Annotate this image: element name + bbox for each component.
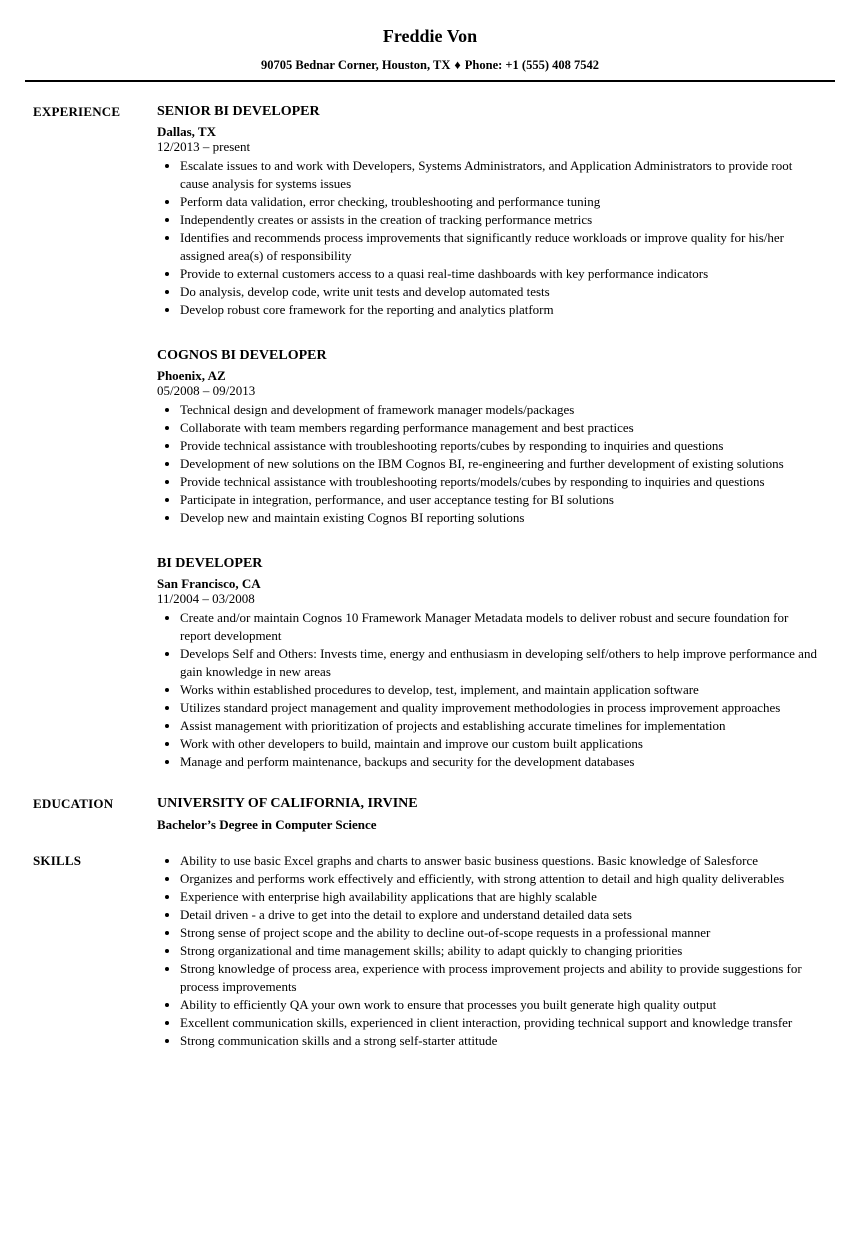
bullet-item: • Strong communication skills and a strong self-starter attitude: [180, 1032, 820, 1050]
job-location: Dallas, TX: [157, 124, 216, 139]
section-skills: [33, 852, 820, 1050]
education-label: EDUCATION: [33, 796, 114, 811]
bullet-item: • Development of new solutions on the IBM Cognos BI, re-engineering and further development of existing solutions: [180, 455, 820, 473]
job-dates: 05/2008 – 09/2013: [157, 383, 256, 398]
bullet-item: • Develop new and maintain existing Cognos BI reporting solutions: [180, 509, 820, 527]
degree-name: Bachelor’s Degree in Computer Science: [157, 817, 377, 832]
bullet-item: • Create and/or maintain Cognos 10 Framework Manager Metadata models to deliver robust and secure foundation for report development: [180, 609, 820, 645]
experience-label: EXPERIENCE: [33, 104, 121, 119]
resume-body: [0, 82, 860, 1050]
bullet-item: • Utilizes standard project management and quality improvement methodologies in process improvement approaches: [180, 699, 820, 717]
bullet-item: • Organizes and performs work effectively and efficiently, with strong attention to detail and high quality deliverables: [180, 870, 820, 888]
bullet-item: • Provide to external customers access to a quasi real-time dashboards with key performance indicators: [180, 265, 820, 283]
job-dates: 11/2004 – 03/2008: [157, 591, 255, 606]
resume-header: [0, 0, 860, 73]
job-title: BI DEVELOPER: [157, 556, 263, 571]
bullet-item: • Develop robust core framework for the reporting and analytics platform: [180, 301, 820, 319]
bullet-item: • Develops Self and Others: Invests time, energy and enthusiasm in developing self/others to help improve performance and gain knowledge in new areas: [180, 645, 820, 681]
bullet-item: • Independently creates or assists in the creation of tracking performance metrics: [180, 211, 820, 229]
section-education: [33, 795, 820, 832]
bullet-item: • Do analysis, develop code, write unit tests and develop automated tests: [180, 283, 820, 301]
bullet-item: • Detail driven - a drive to get into the detail to explore and understand detailed data sets: [180, 906, 820, 924]
diamond-separator-icon: ♦: [454, 58, 461, 72]
section-experience: [33, 103, 820, 771]
job-bullet-list: [157, 609, 820, 771]
job-title: SENIOR BI DEVELOPER: [157, 104, 320, 119]
bullet-item: • Ability to efficiently QA your own work to ensure that processes you built generate high quality output: [180, 996, 820, 1014]
skills-label: SKILLS: [33, 853, 82, 868]
bullet-item: • Technical design and development of framework manager models/packages: [180, 401, 820, 419]
skills-bullet-list: [157, 852, 820, 1050]
bullet-item: • Perform data validation, error checking, troubleshooting and performance tuning: [180, 193, 820, 211]
job-title: COGNOS BI DEVELOPER: [157, 348, 327, 363]
job-bullet-list: [157, 401, 820, 527]
bullet-item: • Strong knowledge of process area, experience with process improvement projects and ability to provide suggestions for process improvements: [180, 960, 820, 996]
bullet-item: • Escalate issues to and work with Developers, Systems Administrators, and Application Administrators to provide root cause analysis for systems issues: [180, 157, 820, 193]
job-bullet-list: [157, 157, 820, 319]
experience-content: [157, 103, 820, 771]
education-content: [157, 795, 820, 832]
bullet-item: • Work with other developers to build, maintain and improve our custom built applications: [180, 735, 820, 753]
job-entry-cognos-bi-developer: [157, 347, 820, 527]
bullet-item: • Experience with enterprise high availability applications that are highly scalable: [180, 888, 820, 906]
job-location: San Francisco, CA: [157, 576, 261, 591]
bullet-item: • Participate in integration, performance, and user acceptance testing for BI solutions: [180, 491, 820, 509]
skills-content: [157, 852, 820, 1050]
bullet-item: • Strong organizational and time management skills; ability to adapt quickly to changing priorities: [180, 942, 820, 960]
job-entry-senior-bi-developer: [157, 103, 820, 319]
job-dates: 12/2013 – present: [157, 139, 251, 154]
job-location: Phoenix, AZ: [157, 368, 226, 383]
bullet-item: • Provide technical assistance with troubleshooting reports/models/cubes by responding to inquiries and questions: [180, 473, 820, 491]
bullet-item: • Provide technical assistance with troubleshooting reports/cubes by responding to inquiries and questions: [180, 437, 820, 455]
contact-line: [0, 58, 860, 73]
bullet-item: • Manage and perform maintenance, backups and security for the development databases: [180, 753, 820, 771]
person-name: Freddie Von: [382, 26, 478, 46]
bullet-item: • Excellent communication skills, experienced in client interaction, providing technical support and knowledge transfer: [180, 1014, 820, 1032]
bullet-item: • Ability to use basic Excel graphs and charts to answer basic business questions. Basic knowledge of Salesforce: [180, 852, 820, 870]
bullet-item: • Collaborate with team members regarding performance management and best practices: [180, 419, 820, 437]
contact-address: 90705 Bednar Corner, Houston, TX: [261, 58, 451, 72]
bullet-item: • Works within established procedures to develop, test, implement, and maintain application software: [180, 681, 820, 699]
job-entry-bi-developer: [157, 555, 820, 771]
bullet-item: • Identifies and recommends process improvements that significantly reduce workloads or improve quality for his/her assigned area(s) of responsibility: [180, 229, 820, 265]
school-name: UNIVERSITY OF CALIFORNIA, IRVINE: [157, 796, 418, 811]
contact-phone: Phone: +1 (555) 408 7542: [464, 58, 599, 72]
bullet-item: • Strong sense of project scope and the ability to decline out-of-scope requests in a professional manner: [180, 924, 820, 942]
bullet-item: • Assist management with prioritization of projects and establishing accurate timelines for implementation: [180, 717, 820, 735]
